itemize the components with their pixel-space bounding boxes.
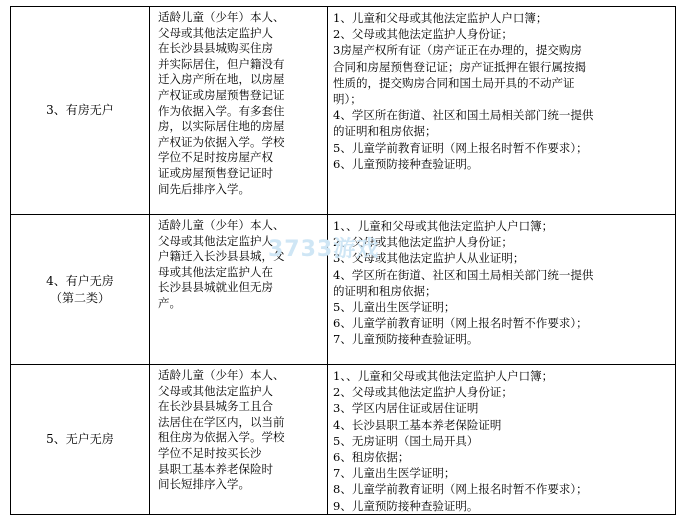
document-item: 的证明和租房依据； [333, 283, 437, 298]
document-item: 7、儿童预防接种查验证明。 [333, 332, 479, 347]
document-item: 2、父母或其他法定监护人身份证； [333, 385, 513, 400]
condition-line: 产权证或房屋预售登记证 [158, 87, 285, 102]
condition-line: 间先后排序入学。 [158, 181, 250, 196]
category-cell [11, 365, 150, 515]
document-item: 6、儿童预防接种查验证明。 [333, 156, 479, 171]
document-item: 3、父母或其他法定监护人从业证明； [333, 251, 525, 266]
documents-cell [328, 7, 676, 215]
enrollment-requirements-table [10, 6, 676, 515]
document-item: 1、、儿童和父母或其他法定监护人户口簿； [333, 219, 554, 233]
document-item: 9、儿童预防接种查验证明。 [333, 498, 479, 513]
condition-line: 证或房屋预售登记证时 [158, 165, 273, 180]
document-item: 的证明和租房依据； [333, 124, 437, 139]
condition-line: 父母或其他法定监护人 [158, 233, 273, 248]
condition-line: 法居住在学区内，以当前 [158, 414, 285, 429]
document-item: 8、儿童学前教育证明（网上报名时暂不作要求）； [333, 482, 588, 497]
conditions-cell [150, 7, 328, 215]
documents-cell [328, 365, 676, 515]
document-item: 1、、儿童和父母或其他法定监护人户口簿； [333, 369, 554, 383]
condition-line: 房，以实际居住地的房屋 [158, 119, 285, 134]
category-label: 4、有户无房 [46, 273, 114, 288]
document-item: 2、父母或其他法定监护人身份证； [333, 27, 513, 42]
condition-line: 县职工基本养老保险时 [158, 461, 273, 476]
condition-line: 在长沙县县城购买住房 [158, 41, 273, 56]
condition-line: 父母或其他法定监护人 [158, 25, 273, 40]
condition-line: 产权证为依据入学。学校 [158, 134, 285, 149]
condition-line: 在长沙县县城务工且合 [158, 399, 273, 414]
table-row [11, 365, 676, 515]
document-item: 6、租房依据； [333, 450, 410, 465]
category-cell [11, 7, 150, 215]
conditions-cell [150, 215, 328, 365]
document-item: 明）； [333, 92, 362, 107]
condition-line: 租住房为依据入学。学校 [158, 430, 285, 445]
document-item: 2、父母或其他法定监护人身份证； [333, 235, 513, 250]
condition-line: 作为依据入学。有多套住 [158, 103, 285, 118]
condition-line: 并实际居住，但户籍没有 [158, 56, 285, 71]
document-item: 4、学区所在街道、社区和国土局相关部门统一提供 [333, 108, 594, 123]
category-label: 5、无户无房 [46, 431, 114, 446]
condition-line: 产。 [158, 295, 181, 310]
category-label: （第二类） [49, 290, 110, 305]
category-cell [11, 215, 150, 365]
document-item: 5、儿童出生医学证明； [333, 300, 456, 315]
document-item: 3、学区内居住证或居住证明 [333, 401, 479, 416]
document-item: 5、儿童学前教育证明（网上报名时暂不作要求）； [333, 140, 588, 155]
document-item: 4、学区所在街道、社区和国土局相关部门统一提供 [333, 267, 594, 282]
condition-line: 学位不足时按房屋产权 [158, 150, 273, 165]
condition-line: 户籍迁入长沙县县城，父 [158, 249, 285, 264]
condition-line: 母或其他法定监护人在 [158, 264, 273, 279]
condition-line: 适龄儿童（少年）本人、 [158, 218, 285, 232]
condition-line: 适龄儿童（少年）本人、 [158, 368, 285, 382]
table-row [11, 7, 676, 215]
document-item: 性质的，提交购房合同和国土局开具的不动产证 [333, 75, 575, 90]
documents-cell [328, 215, 676, 365]
document-item: 3房屋产权所有证（房产证正在办理的，提交购房 [333, 43, 582, 58]
document-item: 6、儿童学前教育证明（网上报名时暂不作要求）； [333, 316, 588, 331]
condition-line: 间长短排序入学。 [158, 477, 250, 492]
document-item: 4、长沙县职工基本养老保险证明 [333, 417, 502, 432]
watermark: 3733游戏 [268, 237, 380, 262]
condition-line: 迁入房产所在地，以房屋 [158, 72, 285, 87]
document-item: 7、儿童出生医学证明； [333, 466, 456, 481]
document-item: 1、儿童和父母或其他法定监护人户口簿； [333, 11, 548, 25]
conditions-cell [150, 365, 328, 515]
category-label: 3、有房无户 [46, 103, 114, 117]
condition-line: 长沙县县城就业但无房 [158, 280, 273, 295]
condition-line: 适龄儿童（少年）本人、 [158, 10, 285, 24]
table-row [11, 215, 676, 365]
condition-line: 学位不足时按买长沙 [158, 445, 262, 460]
document-item: 合同和房屋预售登记证；房产证抵押在银行属按揭 [333, 59, 586, 74]
document-item: 5、无房证明（国土局开具） [333, 433, 479, 448]
condition-line: 父母或其他法定监护人 [158, 383, 273, 398]
